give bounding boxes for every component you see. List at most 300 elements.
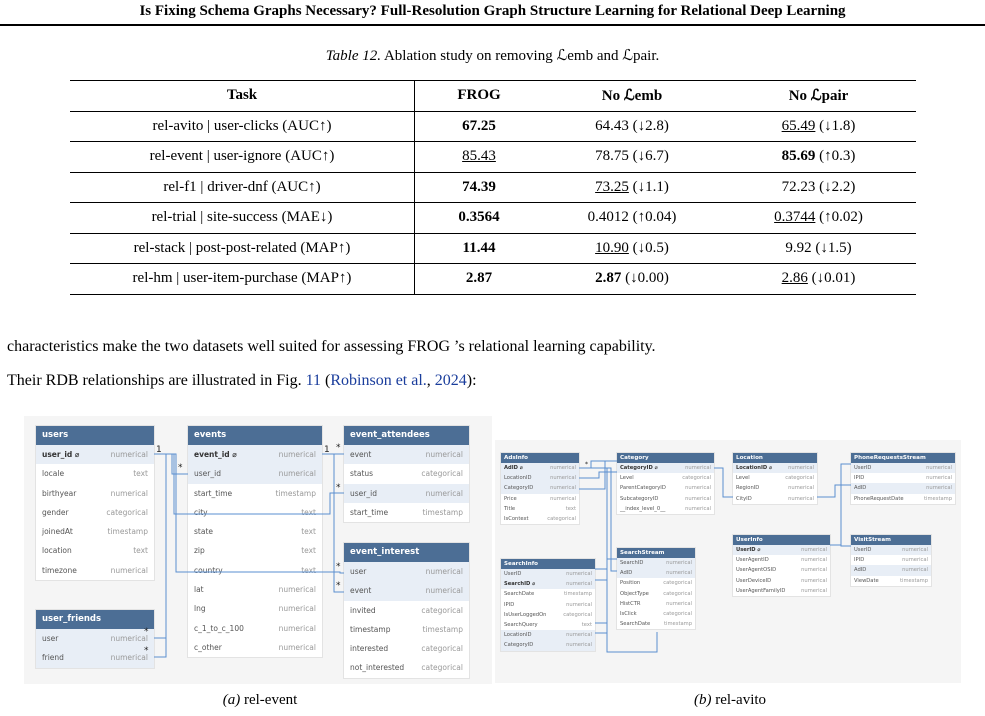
column-name: UserAgentID	[736, 557, 769, 564]
column-name: Title	[504, 505, 516, 512]
column-name: status	[350, 469, 374, 479]
column-row	[36, 561, 154, 580]
column-name: user_id	[194, 469, 221, 479]
column-row	[188, 638, 322, 657]
cell-no-emb-delta: (↓2.8)	[632, 117, 669, 134]
table-caption-text: Ablation study on removing ℒemb and ℒpair.	[383, 48, 660, 64]
column-type: numerical	[666, 600, 692, 607]
column-name: joinedAt	[42, 527, 73, 537]
entity-searchinfo[interactable]	[501, 559, 595, 651]
column-row	[36, 522, 154, 541]
column-row	[344, 464, 469, 483]
column-type: numerical	[566, 571, 592, 577]
column-type: text	[301, 546, 316, 556]
column-row	[617, 473, 714, 483]
cell-no-emb-delta: (↓0.00)	[625, 270, 669, 287]
column-name: SearchID	[620, 560, 644, 566]
cardinality-many-label: *	[585, 461, 588, 468]
cell-no-pair	[721, 264, 916, 295]
cell-no-emb-value: 2.87	[595, 270, 622, 287]
entity-visitstream[interactable]	[851, 535, 931, 586]
column-row	[617, 463, 714, 473]
entity-header: AdsInfo	[501, 453, 579, 463]
column-type: numerical	[278, 642, 316, 652]
column-type: timestamp	[422, 507, 463, 517]
column-row	[617, 568, 695, 578]
column-name: CategoryID ⌀	[620, 465, 658, 471]
column-name: locale	[42, 469, 65, 479]
column-row	[501, 640, 595, 650]
relationship-line	[595, 559, 617, 580]
column-type: numerical	[902, 557, 928, 564]
cell-no-emb-delta: (↓6.7)	[632, 148, 669, 165]
table-caption	[0, 46, 985, 65]
relationship-line	[579, 468, 617, 571]
column-type: categorical	[421, 663, 463, 673]
column-type: numerical	[110, 653, 148, 663]
column-name: SearchDate	[620, 621, 651, 628]
column-name: ObjectType	[620, 590, 649, 597]
cell-frog-value: 2.87	[465, 270, 493, 287]
column-type: timestamp	[664, 621, 692, 628]
column-row	[733, 545, 830, 555]
column-name: IPID	[854, 557, 865, 564]
table-row	[70, 142, 916, 173]
cardinality-many-label: *	[144, 627, 149, 637]
column-type: numerical	[566, 632, 592, 639]
cell-no-emb-delta: (↓1.1)	[632, 178, 669, 195]
column-type: numerical	[902, 547, 928, 553]
column-row	[733, 565, 830, 575]
citation-year-link[interactable]: 2024	[434, 372, 467, 389]
column-name: birthyear	[42, 488, 77, 498]
column-row	[188, 561, 322, 580]
column-name: RegionID	[736, 485, 760, 492]
schema-diagram-rel-event	[24, 416, 492, 684]
column-row	[501, 579, 595, 589]
column-name: interested	[350, 644, 389, 654]
column-type: numerical	[788, 465, 814, 471]
column-name: SearchQuery	[504, 621, 538, 628]
column-type: numerical	[110, 488, 148, 498]
column-type: timestamp	[275, 488, 316, 498]
table-row	[70, 264, 916, 295]
column-type: timestamp	[900, 577, 928, 584]
entity-event-attendees[interactable]	[344, 426, 469, 522]
entity-header: Category	[617, 453, 714, 463]
column-row	[617, 504, 714, 514]
column-name: SearchDate	[504, 591, 535, 598]
column-type: categorical	[682, 475, 711, 482]
subcaption-b-text: rel-avito	[715, 692, 767, 708]
column-type: numerical	[278, 623, 316, 633]
column-name: AdID	[854, 485, 867, 492]
column-row	[188, 445, 322, 464]
relationship-line	[579, 461, 617, 489]
cell-no-emb	[543, 233, 721, 264]
body-text-before-ref: Their RDB relationships are illustrated in Fig.	[7, 372, 306, 389]
column-name: state	[194, 527, 213, 537]
column-name: gender	[42, 507, 69, 517]
column-type: numerical	[685, 465, 711, 471]
column-type: timestamp	[924, 495, 952, 502]
entity-header: user_friends	[36, 610, 154, 629]
entity-location[interactable]	[733, 453, 817, 504]
column-name: UserAgentOSID	[736, 567, 777, 574]
cell-no-emb-value: 78.75	[595, 148, 629, 165]
column-row	[851, 565, 931, 575]
column-row	[36, 503, 154, 522]
entity-adsinfo[interactable]	[501, 453, 579, 524]
column-name: user	[42, 634, 59, 643]
relationship-line	[830, 464, 851, 545]
body-text-after-ref: ):	[466, 372, 477, 389]
column-row	[733, 576, 830, 586]
column-type: numerical	[801, 557, 827, 564]
column-name: user	[350, 567, 367, 576]
cell-no-emb-value: 0.4012	[587, 209, 629, 226]
column-row	[851, 545, 931, 555]
cell-no-pair-value: 72.23	[781, 178, 816, 195]
column-type: categorical	[421, 605, 463, 615]
column-row	[501, 504, 579, 514]
column-type: categorical	[663, 580, 692, 587]
column-row	[188, 599, 322, 618]
column-type: numerical	[110, 565, 148, 575]
body-text-line-1: characteristics make the two datasets well suited for assessing FROG ’s relational learning capability.	[7, 338, 656, 355]
table-caption-label: Table 12.	[325, 48, 382, 64]
cell-frog	[415, 203, 544, 234]
subcaption-a-label: (a)	[222, 692, 241, 708]
cell-no-emb-delta: (↑0.04)	[632, 209, 677, 226]
column-row	[344, 445, 469, 464]
cell-frog	[415, 172, 544, 203]
column-type: numerical	[926, 465, 952, 471]
cell-no-pair-delta: (↓0.01)	[811, 270, 856, 287]
relationship-line	[322, 454, 344, 592]
column-row	[188, 541, 322, 560]
column-name: invited	[350, 605, 376, 615]
entity-searchstream[interactable]	[617, 548, 695, 629]
cell-no-pair-delta: (↑0.3)	[819, 148, 856, 165]
column-type: categorical	[663, 590, 692, 597]
column-row	[617, 578, 695, 588]
entity-header: users	[36, 426, 154, 445]
column-type: numerical	[278, 450, 316, 459]
column-row	[36, 445, 154, 464]
entity-category[interactable]	[617, 453, 714, 514]
column-type: numerical	[425, 488, 463, 498]
column-row	[36, 541, 154, 560]
figure-ref-link[interactable]: 11	[305, 372, 322, 389]
cell-frog-value: 11.44	[462, 239, 496, 256]
cell-no-emb-value: 73.25	[595, 178, 629, 195]
cite-sep: ,	[426, 372, 435, 389]
column-name: user_id ⌀	[42, 450, 80, 459]
column-row	[188, 503, 322, 522]
column-row	[851, 473, 955, 483]
column-type: timestamp	[564, 591, 592, 598]
column-type: numerical	[685, 485, 711, 492]
entity-event-interest[interactable]	[344, 543, 469, 678]
column-row	[188, 619, 322, 638]
column-row	[344, 620, 469, 639]
col-header-no-emb: No ℒemb	[601, 88, 663, 105]
cell-no-pair	[721, 111, 916, 142]
column-type: numerical	[550, 475, 576, 482]
cell-frog	[415, 142, 544, 173]
schema-diagram-rel-avito	[495, 440, 961, 683]
column-type: numerical	[278, 469, 316, 479]
column-name: IPID	[854, 475, 865, 482]
column-name: ViewDate	[854, 577, 879, 584]
column-name: __index_level_0__	[620, 505, 666, 512]
relationship-line	[830, 545, 851, 546]
column-name: IPID	[504, 601, 515, 608]
column-row	[344, 601, 469, 620]
cell-frog	[415, 111, 544, 142]
column-row	[617, 589, 695, 599]
cell-no-pair-value: 9.92	[785, 239, 812, 256]
entity-header: VisitStream	[851, 535, 931, 545]
subcaption-b-label: (b)	[693, 692, 712, 708]
table-row	[70, 111, 916, 142]
relationship-line	[154, 454, 188, 474]
column-name: LocationID ⌀	[736, 465, 773, 471]
entity-events[interactable]	[188, 426, 322, 657]
column-row	[617, 599, 695, 609]
column-name: UserAgentFamilyID	[736, 587, 786, 594]
column-type: numerical	[550, 485, 576, 492]
citation-author-link[interactable]: Robinson et al.	[330, 372, 427, 389]
column-type: numerical	[801, 587, 827, 594]
column-name: not_interested	[350, 663, 405, 673]
column-name: UserID	[854, 547, 872, 553]
relationship-line	[579, 472, 617, 478]
cell-task: rel-avito | user-clicks (AUC↑)	[70, 111, 415, 142]
cell-task: rel-hm | user-item-purchase (MAP↑)	[70, 264, 415, 295]
column-name: AdID	[854, 567, 867, 574]
column-name: SubcategoryID	[620, 495, 659, 502]
column-row	[188, 580, 322, 599]
cell-no-pair-value: 65.49	[781, 117, 816, 134]
cell-no-emb-delta: (↓0.5)	[632, 239, 669, 256]
column-row	[733, 586, 830, 596]
cell-frog-value: 85.43	[462, 148, 496, 165]
entity-users[interactable]	[36, 426, 154, 580]
column-row	[851, 494, 955, 504]
column-row	[36, 629, 154, 648]
header-rule	[0, 24, 985, 26]
column-name: start_time	[350, 507, 389, 517]
cell-no-pair-value: 0.3744	[774, 209, 816, 226]
cell-frog-value: 67.25	[462, 117, 496, 134]
table-header-row	[70, 81, 916, 112]
column-name: CategoryID	[504, 642, 534, 649]
entity-userinfo[interactable]	[733, 535, 830, 596]
cell-task: rel-stack | post-post-related (MAP↑)	[70, 233, 415, 264]
cell-no-pair	[721, 203, 916, 234]
column-row	[617, 619, 695, 629]
column-row	[501, 483, 579, 493]
column-name: lat	[194, 585, 204, 595]
column-row	[36, 648, 154, 667]
running-title: Is Fixing Schema Graphs Necessary? Full-Resolution Graph Structure Learning for Relational Deep Learning	[139, 3, 846, 19]
column-type: numerical	[425, 450, 463, 459]
column-type: numerical	[788, 495, 814, 502]
column-name: LocationID	[504, 632, 532, 639]
cell-no-emb-value: 10.90	[595, 239, 629, 256]
column-name: IsClick	[620, 610, 637, 617]
column-row	[36, 464, 154, 483]
relationship-line	[154, 454, 166, 638]
cell-no-emb	[543, 142, 721, 173]
column-name: country	[194, 565, 223, 575]
cardinality-many-label: *	[144, 646, 149, 656]
cell-no-emb	[543, 264, 721, 295]
column-name: UserID	[504, 571, 522, 577]
column-type: categorical	[106, 507, 148, 517]
column-name: UserID	[854, 465, 872, 471]
column-row	[851, 555, 931, 565]
column-type: text	[301, 565, 316, 575]
cell-task: rel-f1 | driver-dnf (AUC↑)	[70, 172, 415, 203]
column-row	[36, 484, 154, 503]
cardinality-many-label: *	[178, 463, 183, 473]
column-type: categorical	[421, 644, 463, 654]
column-name: event_id ⌀	[194, 450, 237, 459]
relationship-line	[714, 468, 733, 497]
cite-open: (	[321, 372, 331, 389]
cell-frog	[415, 264, 544, 295]
column-row	[501, 463, 579, 473]
column-row	[344, 562, 469, 581]
column-row	[733, 494, 817, 504]
column-row	[617, 494, 714, 504]
column-row	[344, 581, 469, 600]
column-name: user_id	[350, 488, 377, 498]
table-row	[70, 203, 916, 234]
column-name: UserDeviceID	[736, 577, 772, 584]
entity-phonerequestsstream[interactable]	[851, 453, 955, 504]
cell-no-pair	[721, 142, 916, 173]
column-name: HistCTR	[620, 600, 641, 607]
body-text-line-2	[7, 372, 477, 390]
column-name: lng	[194, 604, 206, 614]
column-type: numerical	[926, 485, 952, 492]
column-name: AdID ⌀	[504, 465, 523, 471]
entity-header: PhoneRequestsStream	[851, 453, 955, 463]
cell-no-pair-delta: (↑0.02)	[819, 209, 863, 226]
cell-no-pair-delta: (↓1.8)	[819, 117, 856, 134]
entity-header: event_attendees	[344, 426, 469, 445]
column-row	[188, 522, 322, 541]
cell-no-pair	[721, 172, 916, 203]
column-name: start_time	[194, 488, 233, 498]
column-type: numerical	[566, 581, 592, 588]
column-type: categorical	[421, 469, 463, 479]
column-row	[851, 576, 931, 586]
column-name: Level	[736, 475, 750, 482]
column-name: Position	[620, 580, 641, 587]
column-row	[188, 464, 322, 483]
column-name: Level	[620, 475, 634, 482]
subcaption-a	[180, 692, 340, 709]
column-name: friend	[42, 653, 64, 663]
cell-frog	[415, 233, 544, 264]
column-row	[617, 609, 695, 619]
column-name: IsUserLoggedOn	[504, 611, 547, 618]
table-row	[70, 233, 916, 264]
column-row	[344, 503, 469, 522]
column-type: numerical	[550, 495, 576, 502]
cardinality-one-label: 1	[156, 445, 162, 455]
column-name: PhoneRequestDate	[854, 495, 904, 502]
entity-header: UserInfo	[733, 535, 830, 545]
column-row	[501, 610, 595, 620]
column-type: categorical	[547, 515, 576, 522]
column-name: ParentCategoryID	[620, 485, 666, 492]
cell-no-emb	[543, 203, 721, 234]
column-row	[617, 483, 714, 493]
column-type: numerical	[278, 604, 316, 614]
column-row	[188, 484, 322, 503]
relationship-line	[579, 461, 617, 468]
table-body	[70, 111, 916, 294]
column-name: zip	[194, 546, 205, 556]
col-header-task: Task	[70, 81, 415, 112]
column-type: text	[133, 469, 148, 479]
column-type: text	[565, 505, 576, 512]
column-name: Price	[504, 495, 517, 502]
column-name: event	[350, 450, 372, 459]
column-name: IsContext	[504, 515, 529, 522]
column-type: numerical	[926, 475, 952, 482]
column-type: numerical	[550, 465, 576, 471]
column-row	[733, 483, 817, 493]
column-type: numerical	[801, 547, 827, 553]
column-type: text	[301, 527, 316, 537]
cell-no-emb	[543, 111, 721, 142]
column-type: numerical	[685, 495, 711, 502]
column-type: text	[581, 621, 592, 628]
cardinality-many-label: *	[336, 483, 341, 493]
column-type: numerical	[902, 567, 928, 574]
column-type: numerical	[801, 567, 827, 574]
column-name: event	[350, 586, 372, 596]
column-type: categorical	[563, 611, 592, 618]
column-type: numerical	[666, 570, 692, 577]
column-type: text	[301, 507, 316, 517]
column-row	[344, 484, 469, 503]
cell-no-pair-value: 85.69	[781, 148, 816, 165]
subcaption-a-text: rel-event	[243, 692, 298, 708]
cardinality-many-label: *	[336, 443, 341, 453]
column-type: numerical	[110, 634, 148, 643]
column-type: numerical	[566, 601, 592, 608]
column-row	[851, 463, 955, 473]
column-name: timezone	[42, 565, 77, 575]
cardinality-many-label: *	[336, 562, 341, 572]
cell-no-pair	[721, 233, 916, 264]
column-row	[733, 555, 830, 565]
column-type: timestamp	[107, 527, 148, 537]
column-type: categorical	[785, 475, 814, 482]
column-row	[733, 463, 817, 473]
cardinality-one-label: 1	[324, 445, 330, 455]
entity-user-friends[interactable]	[36, 610, 154, 668]
column-name: CategoryID	[504, 485, 534, 492]
